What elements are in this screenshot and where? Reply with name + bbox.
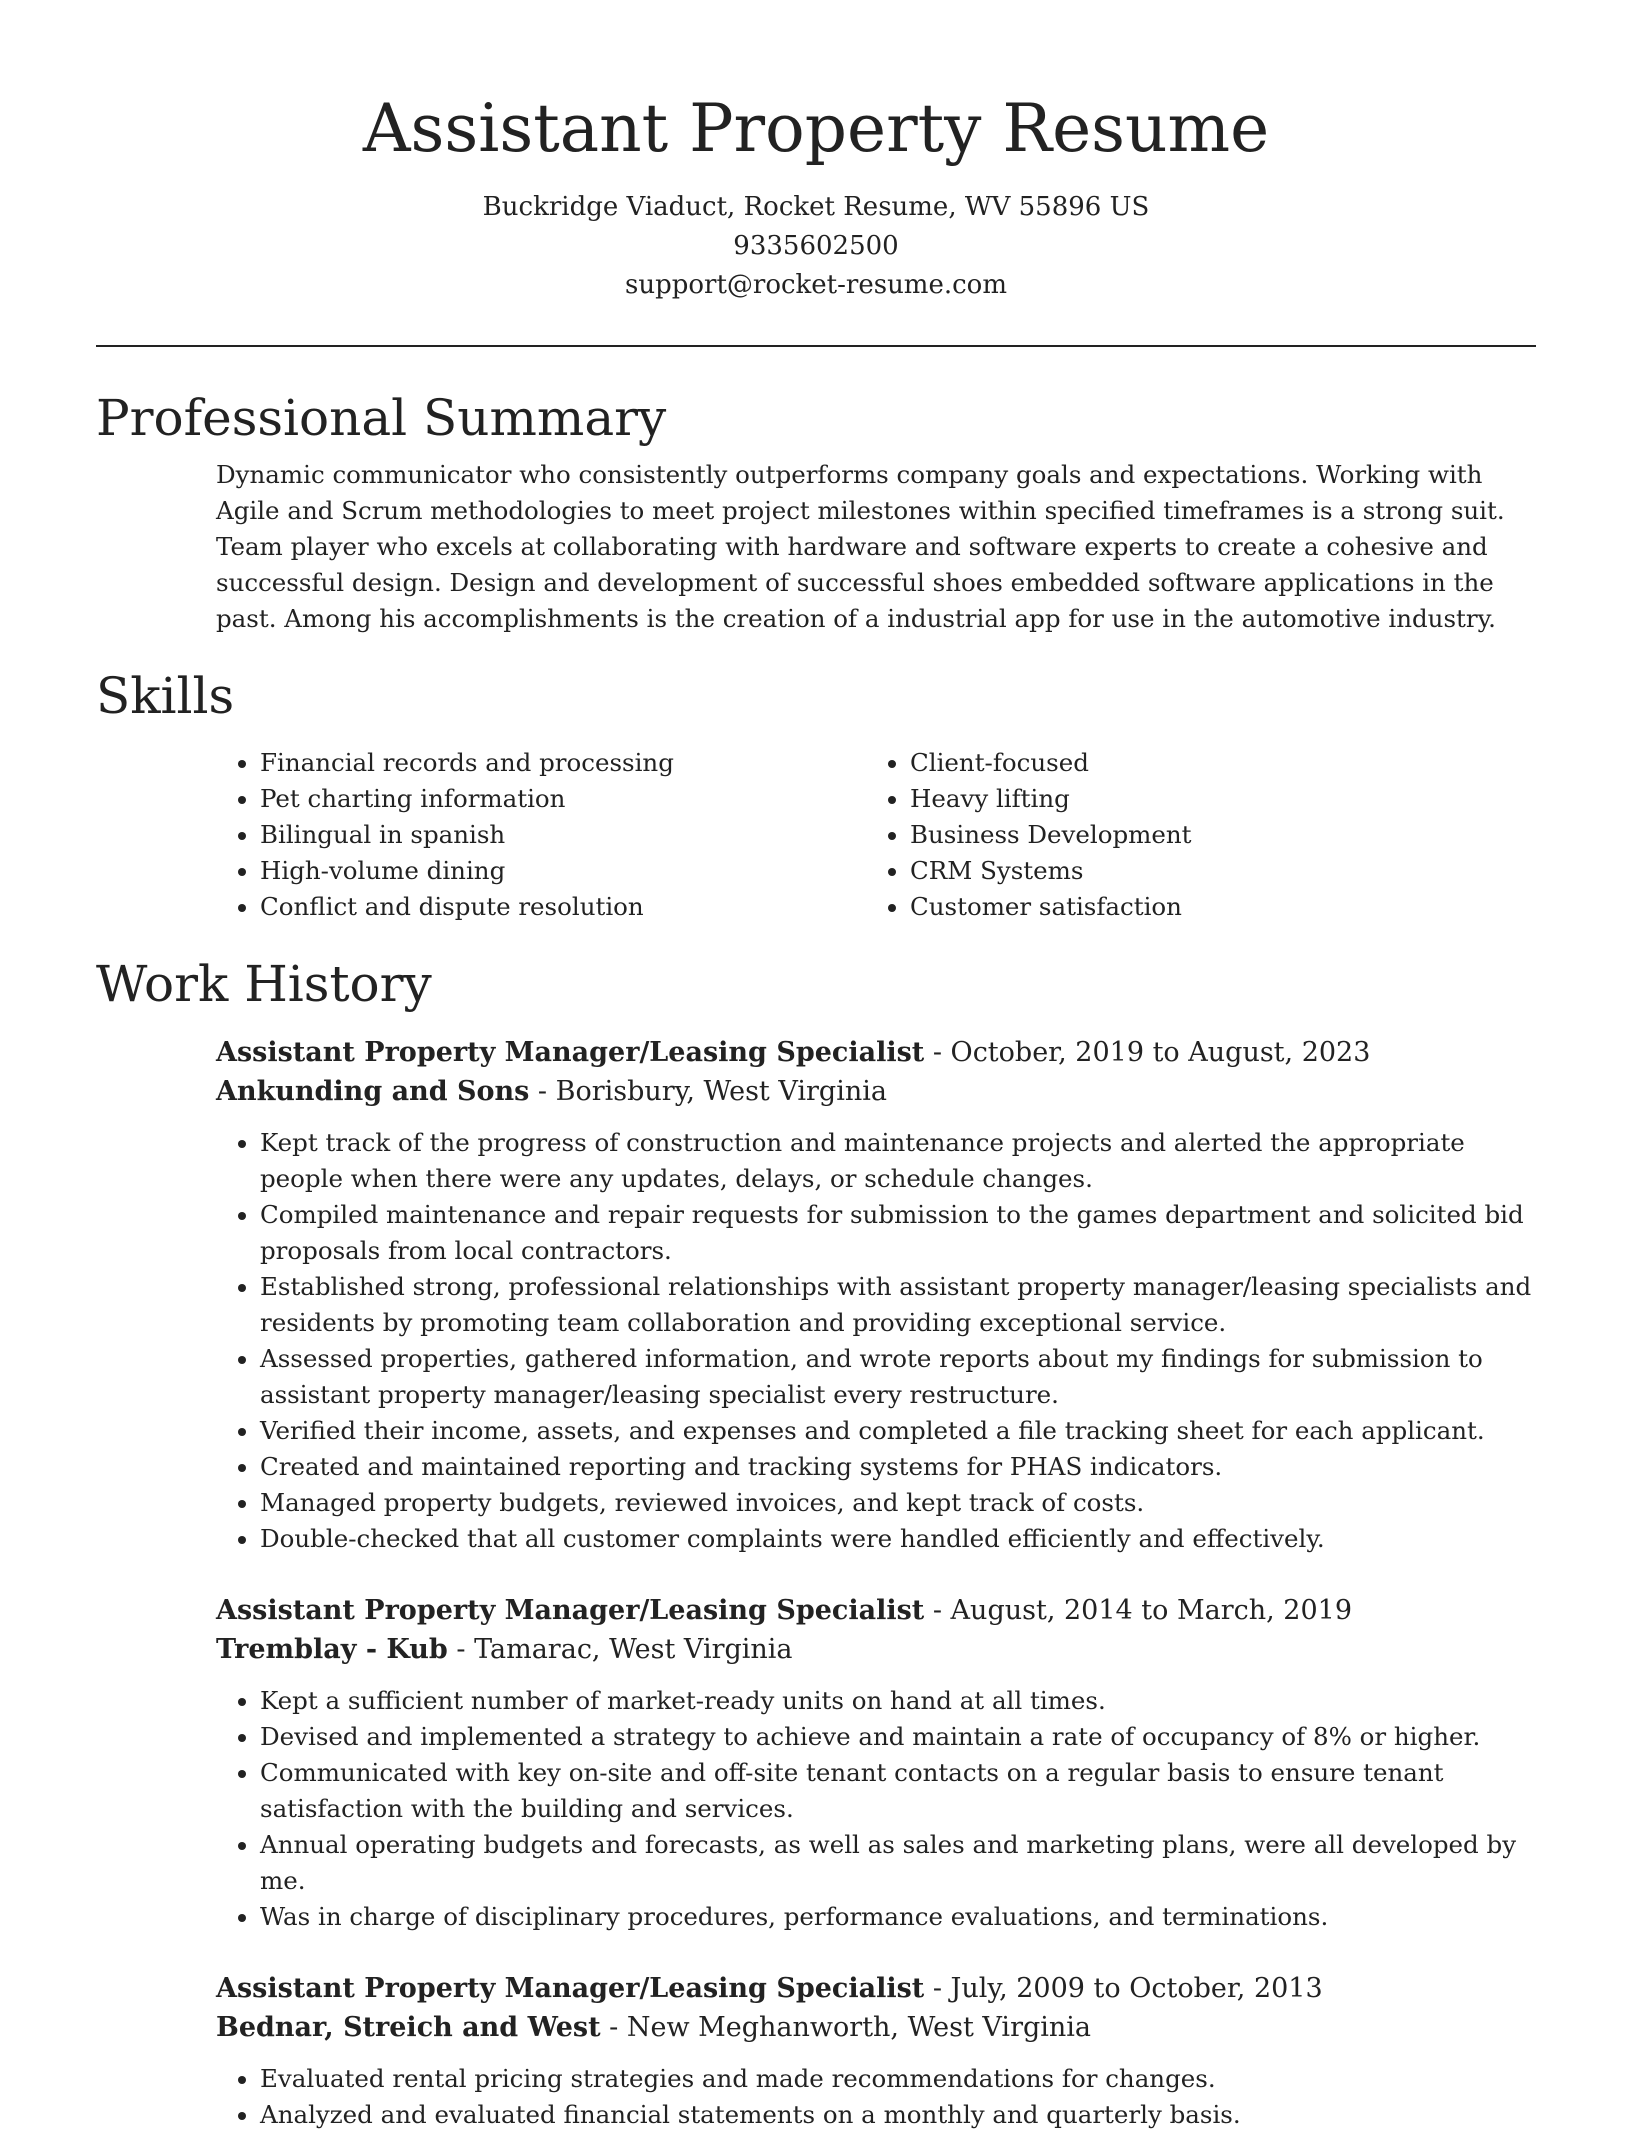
job-bullet: • Was in charge of disciplinary procedures, performance evaluations, and terminations. — [260, 1899, 1536, 1935]
job-company-line — [216, 2008, 1536, 2047]
skill-item: • Heavy lifting — [910, 781, 1516, 817]
job-company-line — [216, 1072, 1536, 1111]
job-dates: - October, 2019 to August, 2023 — [924, 1037, 1371, 1068]
job-bullet: • Devised and implemented a strategy to achieve and maintain a rate of occupancy of 8% or higher. — [260, 1719, 1536, 1755]
skill-item: • High-volume dining — [260, 853, 866, 889]
job-company-line — [216, 1630, 1536, 1669]
job-title: Assistant Property Manager/Leasing Specialist — [216, 1595, 925, 1626]
job-title: Assistant Property Manager/Leasing Specialist — [216, 1037, 925, 1068]
skill-item: • Financial records and processing — [260, 745, 866, 781]
skill-item: • Conflict and dispute resolution — [260, 889, 866, 925]
work-history-heading: Work History — [96, 955, 432, 1013]
summary-heading: Professional Summary — [96, 389, 667, 447]
job-company: Bednar, Streich and West — [216, 2012, 601, 2043]
job-company: Tremblay - Kub — [216, 1634, 448, 1665]
skills-section — [96, 665, 1536, 925]
job-bullet: • Kept a sufficient number of market-ready units on hand at all times. — [260, 1683, 1536, 1719]
job-bullet: • Established strong, professional relationships with assistant property manager/leasing specialists and residents by promoting team collaboration and providing exceptional service. — [260, 1269, 1536, 1341]
job-location: - New Meghanworth, West Virginia — [600, 2012, 1092, 2043]
work-history-section — [96, 953, 1536, 2133]
job-bullet: • Analyzed and evaluated financial statements on a monthly and quarterly basis. — [260, 2097, 1536, 2133]
skill-item: • CRM Systems — [910, 853, 1516, 889]
skill-item: • Pet charting information — [260, 781, 866, 817]
job-bullet: • Communicated with key on-site and off-site tenant contacts on a regular basis to ensure tenant satisfaction with the building and services. — [260, 1755, 1536, 1827]
job-entry — [216, 1591, 1536, 1935]
job-bullets — [216, 2061, 1536, 2133]
skills-column-right — [866, 745, 1516, 925]
contact-email: support@rocket-resume.com — [624, 270, 1007, 300]
job-title-line — [216, 1591, 1536, 1630]
job-entry — [216, 1033, 1536, 1557]
summary-text: Dynamic communicator who consistently outperforms company goals and expectations. Working with Agile and Scrum methodologies to meet project milestones within specified timeframes is a strong suit. Team player who excels at collaborating with hardware and software experts to create a cohesive and successful design. Design and development of successful shoes embedded software applications in the past. Among his accomplishments is the creation of a industrial app for use in the automotive industry. — [216, 460, 1505, 633]
job-title-line — [216, 1033, 1536, 1072]
job-bullet: • Compiled maintenance and repair requests for submission to the games department and solicited bid proposals from local contractors. — [260, 1197, 1536, 1269]
contact-address: Buckridge Viaduct, Rocket Resume, WV 55896 US — [482, 192, 1150, 222]
job-bullet: • Annual operating budgets and forecasts, as well as sales and marketing plans, were all developed by me. — [260, 1827, 1536, 1899]
job-dates: - August, 2014 to March, 2019 — [924, 1595, 1353, 1626]
job-location: - Tamarac, West Virginia — [447, 1634, 793, 1665]
resume-header — [96, 0, 1536, 305]
header-divider — [96, 345, 1536, 347]
contact-phone: 9335602500 — [733, 231, 899, 261]
job-bullet: • Kept track of the progress of construction and maintenance projects and alerted the appropriate people when there were any updates, delays, or schedule changes. — [260, 1125, 1536, 1197]
job-title-line — [216, 1969, 1536, 2008]
job-location: - Borisbury, West Virginia — [529, 1076, 887, 1107]
job-title: Assistant Property Manager/Leasing Specialist — [216, 1973, 925, 2004]
skill-item: • Client-focused — [910, 745, 1516, 781]
job-bullets — [216, 1683, 1536, 1935]
job-company: Ankunding and Sons — [216, 1076, 530, 1107]
skills-column-left — [216, 745, 866, 925]
skill-item: • Business Development — [910, 817, 1516, 853]
skill-item: • Customer satisfaction — [910, 889, 1516, 925]
job-bullet: • Evaluated rental pricing strategies and made recommendations for changes. — [260, 2061, 1536, 2097]
job-bullet: • Assessed properties, gathered information, and wrote reports about my findings for submission to assistant property manager/leasing specialist every restructure. — [260, 1341, 1536, 1413]
job-bullet: • Created and maintained reporting and tracking systems for PHAS indicators. — [260, 1449, 1536, 1485]
skills-heading: Skills — [96, 667, 235, 725]
job-dates: - July, 2009 to October, 2013 — [924, 1973, 1323, 2004]
summary-section — [96, 387, 1536, 637]
job-bullets — [216, 1125, 1536, 1557]
resume-page — [96, 0, 1536, 2133]
job-bullet: • Verified their income, assets, and expenses and completed a file tracking sheet for each applicant. — [260, 1413, 1536, 1449]
job-bullet: • Managed property budgets, reviewed invoices, and kept track of costs. — [260, 1485, 1536, 1521]
skill-item: • Bilingual in spanish — [260, 817, 866, 853]
job-entry — [216, 1969, 1536, 2133]
contact-block — [96, 188, 1536, 305]
skills-grid — [96, 745, 1536, 925]
resume-name: Assistant Property Resume — [362, 90, 1270, 167]
job-bullet: • Double-checked that all customer complaints were handled efficiently and effectively. — [260, 1521, 1536, 1557]
